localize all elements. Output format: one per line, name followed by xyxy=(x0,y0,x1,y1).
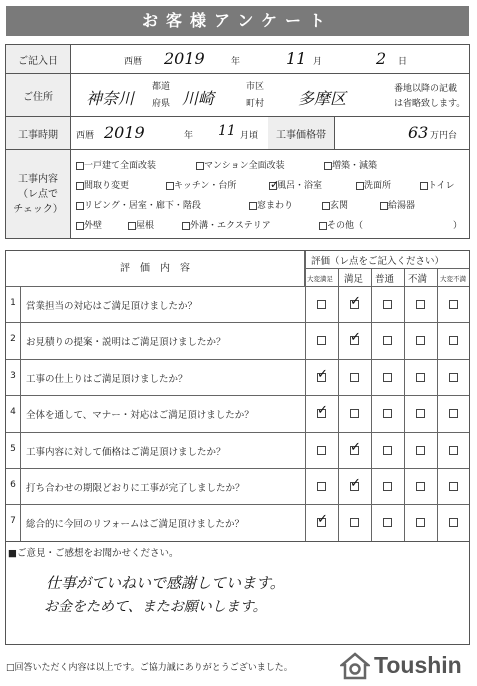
rating-checkbox[interactable] xyxy=(317,300,326,309)
checkbox[interactable] xyxy=(76,222,84,230)
date-month-value: 11 xyxy=(286,49,307,68)
scale-label-1: 大変満足 xyxy=(307,275,333,283)
period-year-unit: 年 xyxy=(184,131,194,141)
rating-checkbox[interactable] xyxy=(449,300,458,309)
address-note-2: は省略致します。 xyxy=(394,99,466,109)
address-pref-unit-1: 都道 xyxy=(152,82,171,92)
rating-checkbox[interactable] xyxy=(383,300,392,309)
check-mark-icon: ✓ xyxy=(350,294,361,309)
rating-checkbox[interactable] xyxy=(449,518,458,527)
work-option-14[interactable]: 屋根 xyxy=(128,218,154,231)
rating-checkbox[interactable] xyxy=(383,482,392,491)
rating-checkbox[interactable] xyxy=(416,446,425,455)
scale-label-5: 大変不満 xyxy=(440,275,466,283)
col-line xyxy=(338,268,339,541)
work-option-16[interactable]: その他（ ） xyxy=(319,218,462,231)
rating-checkbox[interactable] xyxy=(449,409,458,418)
rating-header-divider xyxy=(305,268,469,269)
period-month-unit: 月頃 xyxy=(240,131,259,141)
work-option-13[interactable]: 外壁 xyxy=(76,218,102,231)
question-number: 2 xyxy=(10,334,16,345)
rating-checkbox[interactable] xyxy=(449,446,458,455)
checkbox[interactable] xyxy=(76,162,84,170)
comments-box xyxy=(5,541,470,645)
period-year-value: 2019 xyxy=(104,123,145,142)
table-row-divider xyxy=(6,504,469,505)
checkbox[interactable] xyxy=(356,182,364,190)
rating-checkbox[interactable] xyxy=(449,373,458,382)
rating-checkbox[interactable] xyxy=(416,336,425,345)
work-label xyxy=(6,150,71,238)
checkbox[interactable] xyxy=(322,202,330,210)
checkbox[interactable] xyxy=(319,222,327,230)
work-option-11[interactable]: 玄関 xyxy=(322,198,348,211)
address-pref-unit-2: 府県 xyxy=(152,99,171,109)
comments-label: ■ご意見・ご感想をお聞かせください。 xyxy=(8,548,179,559)
address-city: 川崎 xyxy=(182,89,215,108)
rating-table xyxy=(5,250,470,542)
price-value: 63 xyxy=(408,123,429,142)
rating-checkbox[interactable] xyxy=(317,336,326,345)
check-mark-icon: ✓ xyxy=(317,512,328,528)
rating-checkbox[interactable] xyxy=(416,373,425,382)
work-option-12[interactable]: 給湯器 xyxy=(380,198,415,211)
check-mark-icon: ✓ xyxy=(270,177,280,191)
check-mark-icon: ✓ xyxy=(350,439,361,455)
work-label-line2: （レ点で xyxy=(18,188,58,200)
work-row xyxy=(5,149,470,239)
date-label: ご記入日 xyxy=(6,45,71,73)
work-option-7[interactable]: 洗面所 xyxy=(356,178,391,191)
form-title: お客様アンケート xyxy=(6,6,469,36)
date-day-unit: 日 xyxy=(398,57,408,67)
rating-checkbox[interactable] xyxy=(350,373,359,382)
question-number: 7 xyxy=(10,516,16,527)
period-row xyxy=(5,116,470,150)
col-line xyxy=(404,268,405,541)
rating-checkbox[interactable] xyxy=(383,373,392,382)
checkbox[interactable] xyxy=(420,182,428,190)
address-ward: 多摩区 xyxy=(298,89,347,108)
scale-label-3: 普通 xyxy=(375,274,395,285)
price-label: 工事価格帯 xyxy=(268,117,335,149)
checkbox[interactable] xyxy=(128,222,136,230)
col-line xyxy=(437,268,438,541)
work-option-9[interactable]: リビング・居室・廊下・階段 xyxy=(76,198,201,211)
checkbox[interactable] xyxy=(324,162,332,170)
address-note-1: 番地以降の記載 xyxy=(394,84,458,94)
rating-checkbox[interactable] xyxy=(317,482,326,491)
address-prefecture: 神奈川 xyxy=(86,89,135,108)
checkbox[interactable] xyxy=(182,222,190,230)
comments-line-2: お金をためて、またお願いします。 xyxy=(44,599,267,615)
table-row-divider xyxy=(6,395,469,396)
address-city-unit-2: 町村 xyxy=(246,99,265,109)
rating-header-content: 評 価 内 容 xyxy=(6,251,305,286)
price-unit: 万円台 xyxy=(430,131,458,141)
checkbox[interactable] xyxy=(269,177,280,191)
question-number: 5 xyxy=(10,443,16,454)
work-option-4[interactable]: 間取り変更 xyxy=(76,178,129,191)
footer-text: □回答いただく内容は以上です。ご協力誠にありがとうございました。 xyxy=(6,663,293,673)
address-label: ご住所 xyxy=(6,74,71,116)
scale-label-4: 不満 xyxy=(408,274,428,285)
rating-checkbox[interactable] xyxy=(449,336,458,345)
rating-checkbox[interactable] xyxy=(383,518,392,527)
check-mark-icon: ✓ xyxy=(350,476,361,491)
work-option-1[interactable]: 一戸建て全面改装 xyxy=(76,158,156,171)
question-number: 3 xyxy=(10,370,16,381)
question-text: 全体を通して、マナー・対応はご満足頂けましたか？ xyxy=(26,410,254,422)
period-month-value: 11 xyxy=(218,123,236,139)
question-text: 打ち合わせの期限どおりに工事が完了しましたか？ xyxy=(26,483,245,494)
rating-checkbox[interactable] xyxy=(416,300,425,309)
rating-checkbox[interactable] xyxy=(383,446,392,455)
period-era-label: 西暦 xyxy=(76,131,95,141)
checkbox[interactable] xyxy=(166,182,174,190)
checkbox[interactable] xyxy=(76,202,84,210)
scale-label-2: 満足 xyxy=(344,274,364,285)
date-month-unit: 月 xyxy=(313,57,323,67)
question-number: 6 xyxy=(10,480,16,490)
check-mark-icon: ✓ xyxy=(317,366,328,382)
date-row xyxy=(5,44,470,74)
num-col-line xyxy=(20,286,21,541)
rating-checkbox[interactable] xyxy=(449,482,458,491)
work-option-2[interactable]: マンション全面改装 xyxy=(196,158,285,171)
question-text: 営業担当の対応はご満足頂けましたか？ xyxy=(26,301,198,312)
checkbox[interactable] xyxy=(196,162,204,170)
work-option-8[interactable]: トイレ xyxy=(420,178,455,191)
checkbox[interactable] xyxy=(249,202,257,210)
house-logo-icon xyxy=(340,651,370,681)
work-option-5[interactable]: キッチン・台所 xyxy=(166,178,236,191)
checkbox[interactable] xyxy=(76,182,84,190)
rating-checkbox[interactable] xyxy=(416,518,425,527)
question-text: お見積りの提案・説明はご満足頂けましたか？ xyxy=(26,337,226,349)
address-row xyxy=(5,73,470,117)
rating-checkbox[interactable] xyxy=(416,409,425,418)
table-row-divider xyxy=(6,286,469,287)
address-city-unit-1: 市区 xyxy=(246,82,265,92)
rating-header-eval: 評価（レ点をご記入ください） xyxy=(311,256,445,267)
table-row-divider xyxy=(6,432,469,433)
question-number: 4 xyxy=(10,407,16,418)
col-line xyxy=(371,268,372,541)
work-label-line3: チェック） xyxy=(13,203,63,215)
work-option-3[interactable]: 増築・減築 xyxy=(324,158,377,171)
date-year-value: 2019 xyxy=(164,49,205,68)
table-row-divider xyxy=(6,468,469,469)
rating-checkbox[interactable] xyxy=(350,409,359,418)
check-mark-icon: ✓ xyxy=(350,330,361,346)
brand-logo xyxy=(340,650,468,682)
table-row-divider xyxy=(6,359,469,360)
work-option-6[interactable]: ✓ 風呂・浴室 xyxy=(270,177,323,191)
check-mark-icon: ✓ xyxy=(317,403,328,419)
date-day-value: 2 xyxy=(376,49,387,68)
question-number: 1 xyxy=(10,298,16,308)
comments-line-1: 仕事がていねいで感謝しています。 xyxy=(46,574,285,592)
date-era-label: 西暦 xyxy=(124,57,143,67)
work-option-10[interactable]: 窓まわり xyxy=(249,198,293,211)
checkbox[interactable] xyxy=(380,202,388,210)
brand-name: Toushin xyxy=(374,652,462,678)
rating-checkbox[interactable] xyxy=(416,482,425,491)
work-label-line1: 工事内容 xyxy=(18,173,58,185)
question-text: 工事内容に対して価格はご満足頂けましたか？ xyxy=(26,446,226,458)
table-row-divider xyxy=(6,322,469,323)
rating-checkbox[interactable] xyxy=(383,336,392,345)
rating-checkbox[interactable] xyxy=(350,518,359,527)
question-text: 工事の仕上りはご満足頂けましたか？ xyxy=(26,373,188,385)
rating-checkbox[interactable] xyxy=(317,446,326,455)
period-label: 工事時期 xyxy=(6,117,71,149)
rating-checkbox[interactable] xyxy=(383,409,392,418)
work-option-15[interactable]: 外溝・エクステリア xyxy=(182,218,271,231)
question-text: 総合的に今回のリフォームはご満足頂けましたか？ xyxy=(26,519,245,531)
date-year-unit: 年 xyxy=(231,57,241,67)
